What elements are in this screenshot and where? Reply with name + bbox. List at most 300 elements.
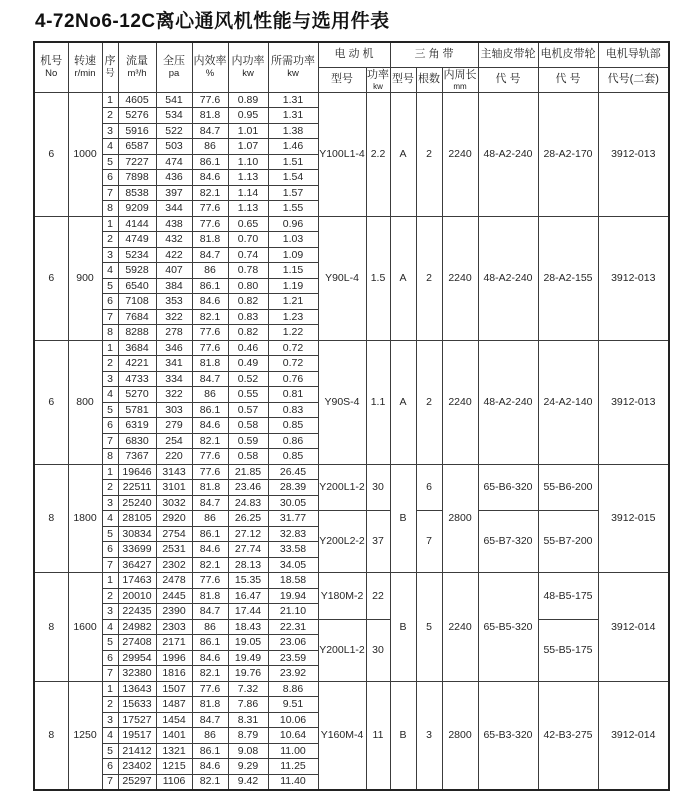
cell-motor-power: 37 xyxy=(366,511,390,573)
cell-required-power: 0.96 xyxy=(268,216,318,232)
cell-required-power: 23.92 xyxy=(268,666,318,682)
cell-efficiency: 77.6 xyxy=(192,340,228,356)
cell-efficiency: 84.7 xyxy=(192,712,228,728)
cell-required-power: 0.72 xyxy=(268,356,318,372)
cell-required-power: 34.05 xyxy=(268,557,318,573)
cell-internal-power: 0.95 xyxy=(228,108,268,124)
cell-seq: 2 xyxy=(102,697,118,713)
table-row xyxy=(34,92,669,108)
cell-efficiency: 86.1 xyxy=(192,743,228,759)
cell-efficiency: 77.6 xyxy=(192,573,228,589)
cell-pressure: 2478 xyxy=(156,573,192,589)
cell-pressure: 346 xyxy=(156,340,192,356)
cell-internal-power: 0.70 xyxy=(228,232,268,248)
cell-seq: 3 xyxy=(102,123,118,139)
header-belt-length: 内周长 mm xyxy=(442,67,478,92)
cell-required-power: 1.31 xyxy=(268,108,318,124)
cell-motor-pulley-code: 48-B5-175 xyxy=(538,573,598,620)
cell-pressure: 220 xyxy=(156,449,192,465)
cell-main-pulley-code: 65-B3-320 xyxy=(478,681,538,790)
table-row xyxy=(34,216,669,232)
cell-pressure: 474 xyxy=(156,154,192,170)
header-seq: 序 号 xyxy=(102,42,118,92)
cell-flow: 21412 xyxy=(118,743,156,759)
cell-main-pulley-code: 65-B7-320 xyxy=(478,511,538,573)
cell-pressure: 1321 xyxy=(156,743,192,759)
header-rail-code: 代号(二套) xyxy=(598,67,669,92)
cell-internal-power: 1.07 xyxy=(228,139,268,155)
cell-pressure: 279 xyxy=(156,418,192,434)
cell-required-power: 1.15 xyxy=(268,263,318,279)
cell-pressure: 438 xyxy=(156,216,192,232)
cell-required-power: 21.10 xyxy=(268,604,318,620)
header-row-1 xyxy=(34,42,669,67)
cell-rail-code: 3912-014 xyxy=(598,573,669,682)
cell-internal-power: 27.12 xyxy=(228,526,268,542)
cell-motor-model: Y180M-2 xyxy=(318,573,366,620)
cell-seq: 1 xyxy=(102,340,118,356)
cell-seq: 7 xyxy=(102,433,118,449)
cell-seq: 7 xyxy=(102,557,118,573)
cell-efficiency: 86 xyxy=(192,387,228,403)
cell-seq: 6 xyxy=(102,650,118,666)
cell-required-power: 1.51 xyxy=(268,154,318,170)
cell-required-power: 28.39 xyxy=(268,480,318,496)
cell-pressure: 503 xyxy=(156,139,192,155)
cell-internal-power: 16.47 xyxy=(228,588,268,604)
cell-belt-count: 5 xyxy=(416,573,442,682)
cell-belt-length: 2800 xyxy=(442,681,478,790)
cell-internal-power: 0.83 xyxy=(228,309,268,325)
cell-internal-power: 26.25 xyxy=(228,511,268,527)
cell-required-power: 11.40 xyxy=(268,774,318,790)
cell-speed: 1250 xyxy=(68,681,102,790)
cell-seq: 2 xyxy=(102,108,118,124)
cell-pressure: 384 xyxy=(156,278,192,294)
cell-internal-power: 28.13 xyxy=(228,557,268,573)
cell-motor-power: 1.5 xyxy=(366,216,390,340)
cell-internal-power: 0.65 xyxy=(228,216,268,232)
cell-required-power: 0.85 xyxy=(268,418,318,434)
cell-efficiency: 84.6 xyxy=(192,759,228,775)
cell-required-power: 30.05 xyxy=(268,495,318,511)
cell-motor-model: Y100L1-4 xyxy=(318,92,366,216)
header-flow: 流量 m³/h xyxy=(118,42,156,92)
cell-pressure: 2302 xyxy=(156,557,192,573)
cell-seq: 5 xyxy=(102,743,118,759)
header-motor-pulley-group: 电机皮带轮 xyxy=(538,42,598,67)
cell-flow: 5276 xyxy=(118,108,156,124)
cell-flow: 20010 xyxy=(118,588,156,604)
cell-internal-power: 7.32 xyxy=(228,681,268,697)
cell-flow: 28105 xyxy=(118,511,156,527)
cell-internal-power: 19.49 xyxy=(228,650,268,666)
cell-main-pulley-code: 65-B5-320 xyxy=(478,573,538,682)
cell-pressure: 254 xyxy=(156,433,192,449)
cell-efficiency: 86.1 xyxy=(192,154,228,170)
cell-required-power: 10.64 xyxy=(268,728,318,744)
cell-machine-no: 6 xyxy=(34,340,68,464)
cell-internal-power: 18.43 xyxy=(228,619,268,635)
cell-efficiency: 84.7 xyxy=(192,371,228,387)
cell-belt-length: 2240 xyxy=(442,340,478,464)
cell-internal-power: 23.46 xyxy=(228,480,268,496)
cell-seq: 1 xyxy=(102,681,118,697)
cell-internal-power: 9.29 xyxy=(228,759,268,775)
cell-flow: 25240 xyxy=(118,495,156,511)
cell-flow: 33699 xyxy=(118,542,156,558)
cell-pressure: 341 xyxy=(156,356,192,372)
header-internal-power: 内功率 kw xyxy=(228,42,268,92)
cell-rail-code: 3912-015 xyxy=(598,464,669,573)
cell-seq: 6 xyxy=(102,542,118,558)
cell-pressure: 1215 xyxy=(156,759,192,775)
header-belt-model: 型号 xyxy=(390,67,416,92)
cell-main-pulley-code: 48-A2-240 xyxy=(478,216,538,340)
cell-efficiency: 86 xyxy=(192,619,228,635)
cell-required-power: 23.59 xyxy=(268,650,318,666)
cell-required-power: 0.76 xyxy=(268,371,318,387)
cell-speed: 900 xyxy=(68,216,102,340)
cell-main-pulley-code: 48-A2-240 xyxy=(478,92,538,216)
cell-flow: 8538 xyxy=(118,185,156,201)
cell-pressure: 353 xyxy=(156,294,192,310)
cell-required-power: 1.55 xyxy=(268,201,318,217)
cell-internal-power: 1.13 xyxy=(228,201,268,217)
cell-efficiency: 81.8 xyxy=(192,480,228,496)
cell-pressure: 2171 xyxy=(156,635,192,651)
cell-required-power: 11.00 xyxy=(268,743,318,759)
page-title: 4-72No6-12C离心通风机性能与选用件表 xyxy=(35,11,390,32)
cell-rail-code: 3912-013 xyxy=(598,340,669,464)
cell-efficiency: 81.8 xyxy=(192,356,228,372)
cell-seq: 4 xyxy=(102,728,118,744)
cell-motor-pulley-code: 28-A2-155 xyxy=(538,216,598,340)
header-belt-count: 根数 xyxy=(416,67,442,92)
cell-efficiency: 86 xyxy=(192,511,228,527)
cell-flow: 36427 xyxy=(118,557,156,573)
cell-seq: 6 xyxy=(102,759,118,775)
cell-internal-power: 7.86 xyxy=(228,697,268,713)
cell-pressure: 407 xyxy=(156,263,192,279)
header-main-pulley-group: 主轴皮带轮 xyxy=(478,42,538,67)
cell-flow: 5781 xyxy=(118,402,156,418)
cell-internal-power: 0.82 xyxy=(228,325,268,341)
cell-efficiency: 81.8 xyxy=(192,697,228,713)
cell-flow: 8288 xyxy=(118,325,156,341)
cell-flow: 4605 xyxy=(118,92,156,108)
cell-pressure: 432 xyxy=(156,232,192,248)
cell-required-power: 0.83 xyxy=(268,402,318,418)
cell-machine-no: 8 xyxy=(34,464,68,573)
cell-seq: 1 xyxy=(102,573,118,589)
cell-flow: 5270 xyxy=(118,387,156,403)
cell-internal-power: 1.13 xyxy=(228,170,268,186)
cell-belt-count: 3 xyxy=(416,681,442,790)
cell-pressure: 1106 xyxy=(156,774,192,790)
cell-flow: 25297 xyxy=(118,774,156,790)
cell-efficiency: 86.1 xyxy=(192,635,228,651)
table-row xyxy=(34,573,669,589)
cell-rail-code: 3912-013 xyxy=(598,92,669,216)
cell-internal-power: 0.74 xyxy=(228,247,268,263)
cell-speed: 1600 xyxy=(68,573,102,682)
header-speed: 转速 r/min xyxy=(68,42,102,92)
table-body xyxy=(34,92,669,790)
cell-efficiency: 82.1 xyxy=(192,433,228,449)
cell-pressure: 541 xyxy=(156,92,192,108)
cell-efficiency: 86 xyxy=(192,139,228,155)
cell-belt-count: 2 xyxy=(416,340,442,464)
cell-required-power: 1.09 xyxy=(268,247,318,263)
table-row xyxy=(34,511,669,527)
cell-machine-no: 8 xyxy=(34,573,68,682)
cell-flow: 9209 xyxy=(118,201,156,217)
cell-belt-model: B xyxy=(390,573,416,682)
header-motor-model: 型号 xyxy=(318,67,366,92)
cell-motor-model: Y90S-4 xyxy=(318,340,366,464)
cell-seq: 2 xyxy=(102,588,118,604)
cell-flow: 4144 xyxy=(118,216,156,232)
cell-required-power: 0.72 xyxy=(268,340,318,356)
cell-efficiency: 81.8 xyxy=(192,232,228,248)
cell-motor-model: Y200L1-2 xyxy=(318,619,366,681)
cell-internal-power: 15.35 xyxy=(228,573,268,589)
cell-seq: 7 xyxy=(102,666,118,682)
cell-required-power: 1.54 xyxy=(268,170,318,186)
cell-internal-power: 0.58 xyxy=(228,418,268,434)
cell-flow: 6540 xyxy=(118,278,156,294)
cell-internal-power: 8.79 xyxy=(228,728,268,744)
cell-flow: 13643 xyxy=(118,681,156,697)
cell-seq: 6 xyxy=(102,294,118,310)
cell-seq: 4 xyxy=(102,511,118,527)
table-row xyxy=(34,681,669,697)
cell-internal-power: 0.49 xyxy=(228,356,268,372)
cell-efficiency: 84.7 xyxy=(192,123,228,139)
cell-internal-power: 0.52 xyxy=(228,371,268,387)
cell-flow: 17463 xyxy=(118,573,156,589)
cell-belt-length: 2240 xyxy=(442,92,478,216)
header-main-pulley-code: 代 号 xyxy=(478,67,538,92)
cell-seq: 4 xyxy=(102,139,118,155)
cell-required-power: 32.83 xyxy=(268,526,318,542)
cell-efficiency: 81.8 xyxy=(192,108,228,124)
cell-rail-code: 3912-013 xyxy=(598,216,669,340)
cell-pressure: 2390 xyxy=(156,604,192,620)
cell-pressure: 397 xyxy=(156,185,192,201)
cell-efficiency: 86.1 xyxy=(192,402,228,418)
cell-internal-power: 0.58 xyxy=(228,449,268,465)
cell-belt-count: 2 xyxy=(416,92,442,216)
cell-flow: 6587 xyxy=(118,139,156,155)
header-motor-rail-group: 电机导轨部 xyxy=(598,42,669,67)
cell-required-power: 18.58 xyxy=(268,573,318,589)
cell-pressure: 2920 xyxy=(156,511,192,527)
cell-flow: 15633 xyxy=(118,697,156,713)
table-header xyxy=(34,42,669,92)
cell-motor-pulley-code: 55-B5-175 xyxy=(538,619,598,681)
cell-flow: 7367 xyxy=(118,449,156,465)
cell-seq: 3 xyxy=(102,247,118,263)
table-row xyxy=(34,340,669,356)
cell-efficiency: 77.6 xyxy=(192,201,228,217)
cell-required-power: 33.58 xyxy=(268,542,318,558)
cell-flow: 22435 xyxy=(118,604,156,620)
cell-internal-power: 0.59 xyxy=(228,433,268,449)
cell-efficiency: 84.6 xyxy=(192,170,228,186)
cell-pressure: 3101 xyxy=(156,480,192,496)
cell-seq: 4 xyxy=(102,263,118,279)
cell-pressure: 3143 xyxy=(156,464,192,480)
cell-speed: 800 xyxy=(68,340,102,464)
cell-flow: 23402 xyxy=(118,759,156,775)
cell-motor-model: Y160M-4 xyxy=(318,681,366,790)
cell-required-power: 1.31 xyxy=(268,92,318,108)
cell-seq: 3 xyxy=(102,604,118,620)
header-vbelt-group: 三 角 带 xyxy=(390,42,478,67)
cell-pressure: 2531 xyxy=(156,542,192,558)
cell-pressure: 303 xyxy=(156,402,192,418)
cell-belt-count: 2 xyxy=(416,216,442,340)
cell-required-power: 1.38 xyxy=(268,123,318,139)
cell-main-pulley-code: 48-A2-240 xyxy=(478,340,538,464)
cell-seq: 4 xyxy=(102,619,118,635)
cell-belt-length: 2240 xyxy=(442,573,478,682)
fan-performance-table xyxy=(33,41,670,791)
cell-seq: 5 xyxy=(102,635,118,651)
cell-pressure: 1507 xyxy=(156,681,192,697)
table-row xyxy=(34,619,669,635)
cell-seq: 1 xyxy=(102,216,118,232)
cell-internal-power: 17.44 xyxy=(228,604,268,620)
cell-efficiency: 77.6 xyxy=(192,681,228,697)
cell-required-power: 1.19 xyxy=(268,278,318,294)
cell-motor-power: 22 xyxy=(366,573,390,620)
cell-motor-pulley-code: 42-B3-275 xyxy=(538,681,598,790)
cell-seq: 5 xyxy=(102,402,118,418)
cell-flow: 4221 xyxy=(118,356,156,372)
cell-motor-pulley-code: 55-B7-200 xyxy=(538,511,598,573)
cell-required-power: 0.81 xyxy=(268,387,318,403)
cell-flow: 5928 xyxy=(118,263,156,279)
cell-internal-power: 0.57 xyxy=(228,402,268,418)
cell-internal-power: 19.76 xyxy=(228,666,268,682)
cell-main-pulley-code: 65-B6-320 xyxy=(478,464,538,511)
cell-belt-count: 6 xyxy=(416,464,442,511)
cell-seq: 6 xyxy=(102,170,118,186)
cell-motor-pulley-code: 55-B6-200 xyxy=(538,464,598,511)
cell-seq: 8 xyxy=(102,325,118,341)
cell-pressure: 1487 xyxy=(156,697,192,713)
cell-seq: 5 xyxy=(102,154,118,170)
cell-efficiency: 82.1 xyxy=(192,557,228,573)
cell-internal-power: 1.14 xyxy=(228,185,268,201)
cell-flow: 7684 xyxy=(118,309,156,325)
cell-internal-power: 0.82 xyxy=(228,294,268,310)
cell-flow: 19517 xyxy=(118,728,156,744)
cell-motor-power: 30 xyxy=(366,464,390,511)
cell-seq: 5 xyxy=(102,526,118,542)
cell-pressure: 2303 xyxy=(156,619,192,635)
cell-machine-no: 6 xyxy=(34,92,68,216)
cell-flow: 6319 xyxy=(118,418,156,434)
cell-efficiency: 84.6 xyxy=(192,542,228,558)
cell-pressure: 344 xyxy=(156,201,192,217)
cell-seq: 1 xyxy=(102,464,118,480)
cell-required-power: 0.86 xyxy=(268,433,318,449)
cell-motor-power: 2.2 xyxy=(366,92,390,216)
cell-efficiency: 77.6 xyxy=(192,464,228,480)
cell-internal-power: 9.08 xyxy=(228,743,268,759)
cell-pressure: 1816 xyxy=(156,666,192,682)
cell-motor-model: Y200L1-2 xyxy=(318,464,366,511)
cell-seq: 4 xyxy=(102,387,118,403)
cell-speed: 1800 xyxy=(68,464,102,573)
cell-internal-power: 0.46 xyxy=(228,340,268,356)
cell-efficiency: 82.1 xyxy=(192,185,228,201)
cell-efficiency: 82.1 xyxy=(192,774,228,790)
cell-seq: 3 xyxy=(102,712,118,728)
cell-belt-model: A xyxy=(390,216,416,340)
cell-required-power: 10.06 xyxy=(268,712,318,728)
cell-seq: 6 xyxy=(102,418,118,434)
cell-pressure: 322 xyxy=(156,309,192,325)
header-required-power: 所需功率 kw xyxy=(268,42,318,92)
cell-seq: 8 xyxy=(102,201,118,217)
cell-internal-power: 0.89 xyxy=(228,92,268,108)
cell-efficiency: 86.1 xyxy=(192,526,228,542)
cell-efficiency: 84.7 xyxy=(192,247,228,263)
cell-required-power: 1.23 xyxy=(268,309,318,325)
cell-flow: 6830 xyxy=(118,433,156,449)
cell-flow: 30834 xyxy=(118,526,156,542)
cell-seq: 3 xyxy=(102,371,118,387)
cell-motor-pulley-code: 28-A2-170 xyxy=(538,92,598,216)
cell-internal-power: 0.55 xyxy=(228,387,268,403)
cell-belt-model: A xyxy=(390,340,416,464)
cell-motor-pulley-code: 24-A2-140 xyxy=(538,340,598,464)
cell-internal-power: 19.05 xyxy=(228,635,268,651)
table-row xyxy=(34,464,669,480)
cell-efficiency: 86 xyxy=(192,728,228,744)
cell-flow: 4733 xyxy=(118,371,156,387)
cell-internal-power: 9.42 xyxy=(228,774,268,790)
cell-belt-length: 2240 xyxy=(442,216,478,340)
cell-required-power: 22.31 xyxy=(268,619,318,635)
cell-efficiency: 86 xyxy=(192,263,228,279)
cell-flow: 29954 xyxy=(118,650,156,666)
cell-seq: 2 xyxy=(102,480,118,496)
cell-required-power: 1.03 xyxy=(268,232,318,248)
cell-pressure: 534 xyxy=(156,108,192,124)
cell-internal-power: 21.85 xyxy=(228,464,268,480)
cell-pressure: 1401 xyxy=(156,728,192,744)
cell-efficiency: 77.6 xyxy=(192,325,228,341)
cell-flow: 17527 xyxy=(118,712,156,728)
cell-required-power: 9.51 xyxy=(268,697,318,713)
cell-flow: 27408 xyxy=(118,635,156,651)
cell-pressure: 2445 xyxy=(156,588,192,604)
cell-efficiency: 77.6 xyxy=(192,216,228,232)
cell-rail-code: 3912-014 xyxy=(598,681,669,790)
cell-belt-model: B xyxy=(390,464,416,573)
cell-motor-power: 30 xyxy=(366,619,390,681)
cell-efficiency: 81.8 xyxy=(192,588,228,604)
cell-required-power: 1.57 xyxy=(268,185,318,201)
cell-internal-power: 0.78 xyxy=(228,263,268,279)
cell-seq: 1 xyxy=(102,92,118,108)
